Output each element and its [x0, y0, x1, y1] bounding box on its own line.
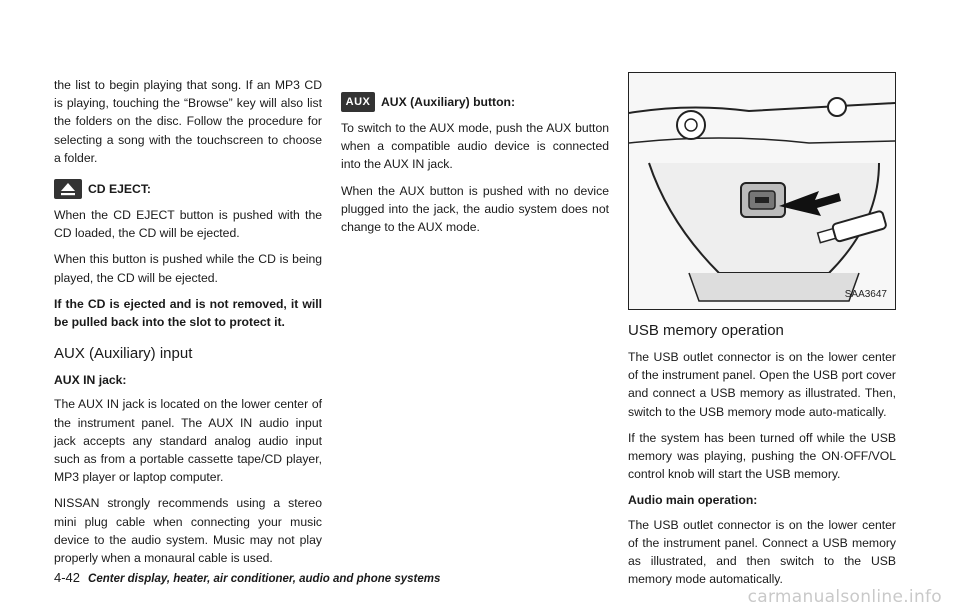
- right-column: [628, 72, 896, 596]
- paragraph: When the CD EJECT button is pushed with the CD loaded, the CD will be ejected.: [54, 208, 322, 241]
- paragraph: NISSAN strongly recommends using a stereo mini plug cable when connecting your music device to the audio system. Music may not play properly when a monaural cable is used.: [54, 496, 322, 566]
- usb-port-illustration: [629, 73, 895, 309]
- aux-jack-title: AUX IN jack:: [54, 373, 127, 388]
- figure-caption: SAA3647: [844, 288, 887, 300]
- paragraph: the list to begin playing that song. If an MP3 CD is playing, touching the “Browse” key will also list the folders on the disc. Follow the procedure for selecting a song with the touchscreen to choose a folder.: [54, 78, 322, 165]
- middle-column: [341, 76, 609, 244]
- page-footer: [54, 570, 440, 585]
- audio-main-operation-title: Audio main operation:: [628, 493, 758, 508]
- paragraph: The AUX IN jack is located on the lower center of the instrument panel. The AUX IN audio input jack accepts any standard analog audio input such as from a portable cassette tape/CD player, MP3 player or laptop computer.: [54, 397, 322, 485]
- page-number: 4-42: [54, 570, 81, 585]
- paragraph: If the system has been turned off while the USB memory was playing, pushing the ON·OFF/VOL control knob will start the USB memory.: [628, 430, 896, 482]
- paragraph: To switch to the AUX mode, push the AUX button when a compatible audio device is connected into the AUX IN jack.: [341, 121, 609, 172]
- aux-button-header: [341, 92, 609, 112]
- paragraph: When this button is pushed while the CD is being played, the CD will be ejected.: [54, 252, 322, 285]
- left-column: [54, 76, 322, 575]
- section-title: Center display, heater, air conditioner, audio and phone systems: [88, 573, 441, 585]
- section-heading-usb: USB memory operation: [628, 322, 784, 339]
- eject-icon: [54, 179, 82, 199]
- usb-illustration: [628, 72, 896, 310]
- aux-icon: AUX: [341, 92, 375, 112]
- warning-paragraph: If the CD is ejected and is not removed, it will be pulled back into the slot to protect it.: [54, 296, 322, 330]
- cd-eject-title: CD EJECT:: [88, 181, 151, 196]
- cd-eject-header: [54, 179, 322, 199]
- aux-button-title: AUX (Auxiliary) button:: [381, 94, 516, 109]
- paragraph: The USB outlet connector is on the lower center of the instrument panel. Open the USB port cover and connect a USB memory as illustrated. Then, switch to the USB memory mode auto-matically.: [628, 350, 896, 419]
- paragraph: When the AUX button is pushed with no device plugged into the jack, the audio system does not change to the AUX mode.: [341, 183, 609, 235]
- watermark: carmanualsonline.info: [747, 587, 942, 607]
- section-heading-aux: AUX (Auxiliary) input: [54, 345, 193, 363]
- paragraph: The USB outlet connector is on the lower center of the instrument panel. Connect a USB memory as illustrated, and then switch to the USB memory mode automatically.: [628, 517, 896, 587]
